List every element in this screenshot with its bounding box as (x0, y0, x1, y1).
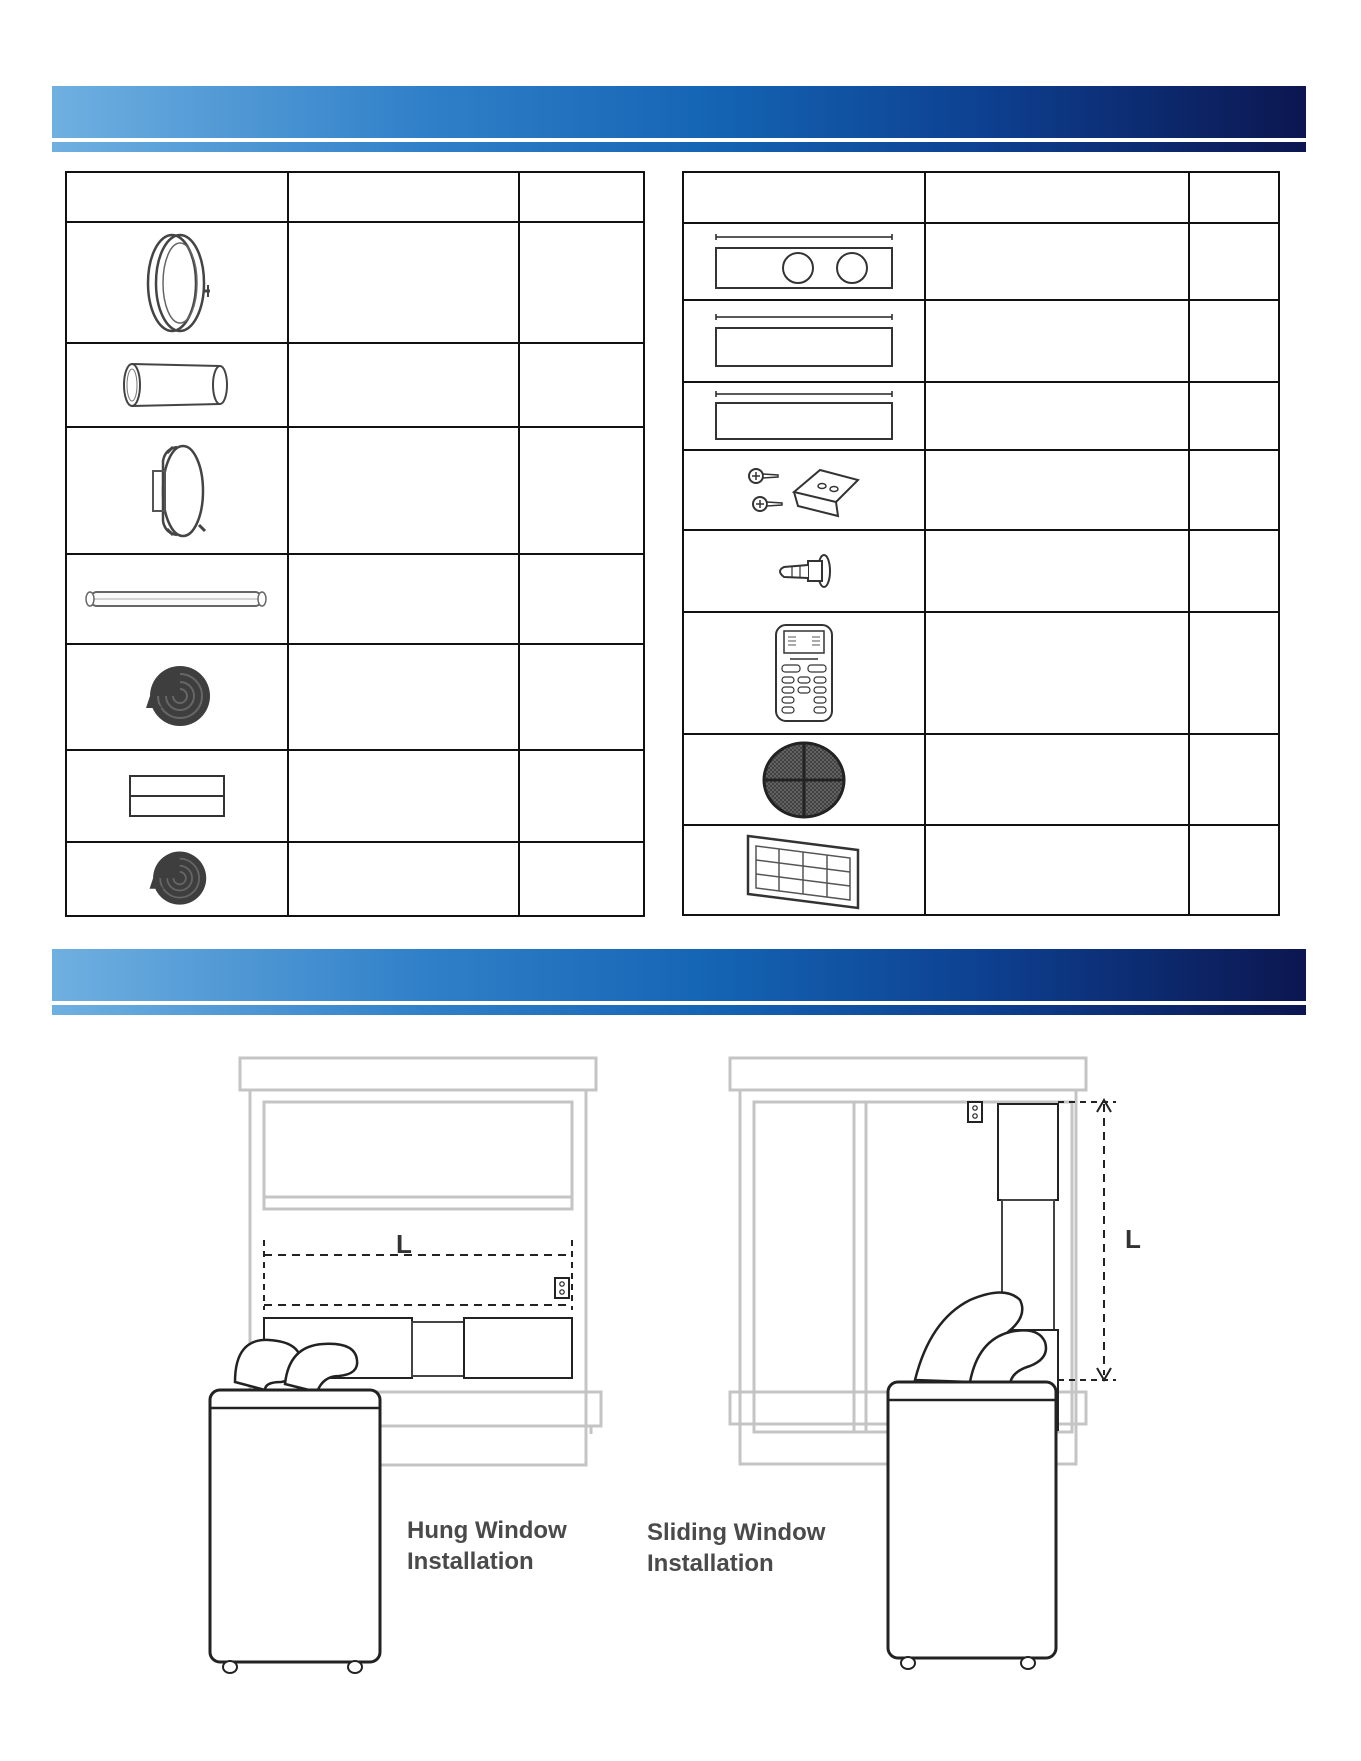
remote-control-icon (774, 623, 834, 723)
table-row (66, 222, 644, 343)
table-row (683, 612, 1279, 734)
parts-table-left (65, 171, 645, 917)
section-header-installation (52, 949, 1306, 1015)
section-header-bar (52, 86, 1306, 138)
dimension-line-l (1058, 1100, 1116, 1380)
table-row (66, 343, 644, 427)
screws-and-bracket-icon (746, 462, 862, 518)
table-row (683, 825, 1279, 915)
table-row (66, 644, 644, 750)
section-header-accessories (52, 86, 1306, 152)
table-row (66, 427, 644, 554)
sliding-window-caption-line-2: Installation (647, 1550, 774, 1577)
dimension-line-l (264, 1240, 572, 1310)
window-slider-extension-icon (714, 391, 894, 441)
hung-window-diagram (205, 1050, 605, 1680)
exhaust-hoses (235, 1340, 357, 1392)
window-slider-with-holes-icon (714, 234, 894, 290)
section-header-rule (52, 142, 1306, 152)
hung-window-caption-line-2: Installation (407, 1548, 534, 1575)
power-outlet-icon (968, 1102, 982, 1122)
table-row (683, 450, 1279, 530)
table-row (683, 382, 1279, 450)
rectangular-filter-icon (742, 830, 866, 910)
power-outlet-icon (555, 1278, 569, 1298)
table-row (683, 223, 1279, 300)
round-filter-icon (761, 740, 847, 820)
table-row (683, 734, 1279, 825)
parts-table-right (682, 171, 1280, 916)
foam-seal-roll-small-icon (146, 848, 208, 910)
unit-adaptor-icon (147, 441, 207, 541)
section-header-bar (52, 949, 1306, 1001)
window-adaptor-ring-icon (142, 231, 212, 335)
window-slider-panel-icon (714, 314, 894, 368)
exhaust-hose-icon (122, 360, 232, 410)
sliding-window-caption-line-1: Sliding Window (647, 1519, 826, 1546)
portable-ac-unit (888, 1382, 1056, 1669)
portable-ac-unit (210, 1390, 380, 1673)
sliding-window-diagram (720, 1050, 1140, 1680)
hung-window-caption (407, 1515, 567, 1577)
sliding-window-caption (647, 1517, 825, 1579)
table-row (66, 750, 644, 842)
hung-window-caption-line-1: Hung Window (407, 1517, 567, 1544)
drain-hose-icon (84, 587, 270, 611)
hung-window-dimension-label: L (396, 1229, 412, 1259)
table-row (683, 300, 1279, 382)
foam-strip-icon (128, 774, 226, 818)
security-bolt-icon (774, 551, 834, 591)
section-header-rule (52, 1005, 1306, 1015)
sliding-window-dimension-label: L (1125, 1224, 1141, 1254)
table-header-row (66, 172, 644, 222)
table-row (66, 554, 644, 644)
table-row (66, 842, 644, 916)
foam-seal-roll-icon (142, 662, 212, 732)
table-header-row (683, 172, 1279, 223)
table-row (683, 530, 1279, 612)
